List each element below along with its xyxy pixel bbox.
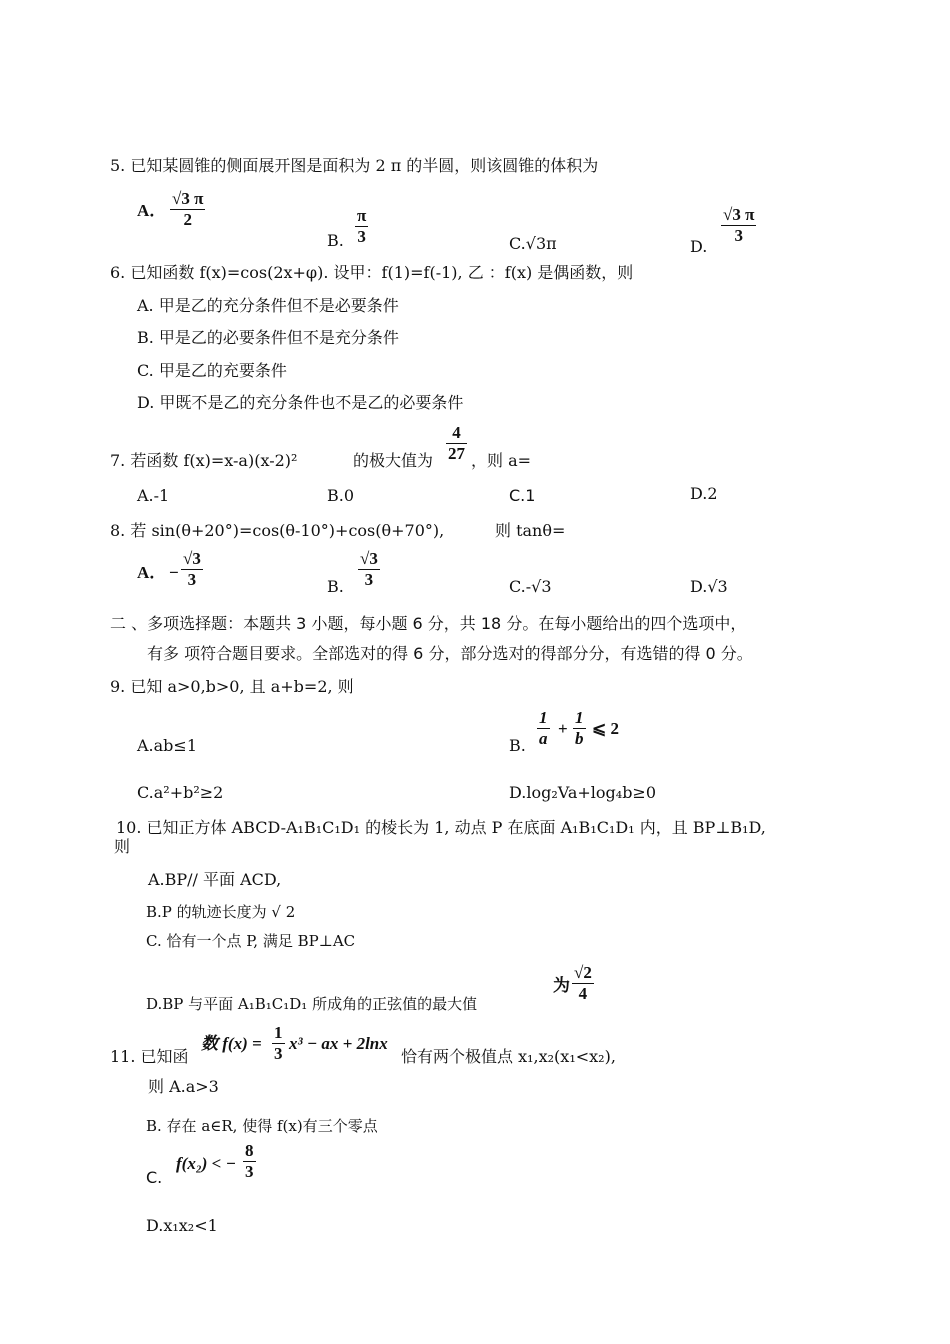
q7-stem: 7. 若函数 f(x)=x-a)(x-2)² — [110, 451, 298, 470]
q11-c-denominator: 3 — [245, 1162, 254, 1181]
q9-option-b-label: B. — [509, 736, 526, 755]
q8-stem: 8. 若 sin(θ+20°)=cos(θ-10°)+cos(θ+70°), — [110, 521, 445, 540]
q11-stem: 11. 已知函 — [110, 1047, 189, 1066]
q5-option-d-fraction — [721, 206, 756, 245]
q8-option-c: C.-√3 — [509, 577, 552, 596]
q9-stem: 9. 已知 a>0,b>0, 且 a+b=2, 则 — [110, 677, 354, 696]
q10-option-c: C. 恰有一个点 P, 满足 BP⊥AC — [146, 932, 356, 950]
q6-option-d: D. 甲既不是乙的充分条件也不是乙的必要条件 — [137, 393, 464, 412]
q9-b-f2-denominator: b — [575, 729, 584, 748]
q10-d-fraction — [572, 964, 594, 1003]
q10-stem: 10. 已知正方体 ABCD-A₁B₁C₁D₁ 的棱长为 1, 动点 P 在底面 A₁B₁C₁D₁ 内，且 BP⊥B₁D, — [116, 818, 766, 837]
q7-max-fraction — [446, 424, 467, 463]
q7-numerator: 4 — [452, 423, 461, 442]
q11-func-denominator: 3 — [274, 1044, 283, 1063]
q5-option-a-label: A． — [137, 201, 167, 220]
q9-option-d: D.log₂Va+log₄b≥0 — [509, 783, 657, 802]
q9-option-a: A.ab≤1 — [137, 736, 198, 755]
q10-option-d: D.BP 与平面 A₁B₁C₁D₁ 所成角的正弦值的最大值 — [146, 995, 478, 1013]
q5-option-d-label: D. — [690, 237, 708, 256]
q10-option-a: A.BP// 平面 ACD, — [148, 870, 282, 889]
q11-c-numerator: 8 — [245, 1141, 254, 1160]
q9-b-tail: ⩽ 2 — [592, 719, 619, 738]
q7-option-a: A.-1 — [137, 486, 170, 505]
q5-d-numerator: √3 π — [723, 205, 755, 224]
q6-option-a: A. 甲是乙的充分条件但不是必要条件 — [137, 296, 399, 315]
q5-stem: 5. 已知某圆锥的侧面展开图是面积为 2 π 的半圆，则该圆锥的体积为 — [110, 156, 599, 175]
q10-d-denominator: 4 — [578, 984, 588, 1003]
q7-option-c: C.1 — [509, 486, 536, 505]
q9-b-f1-numerator: 1 — [539, 708, 548, 727]
section2-line1: 二 、多项选择题：本题共 3 小题，每小题 6 分，共 18 分。在每小题给出的四个选项中， — [110, 614, 747, 633]
q5-b-numerator: π — [357, 206, 367, 225]
q11-option-c-label: C. — [146, 1168, 163, 1187]
q10-stem-continuation: 则 — [114, 837, 131, 856]
q5-b-denominator: 3 — [357, 227, 366, 246]
q11-stem-then-option-a: 则 A.a>3 — [148, 1077, 219, 1096]
q7-stem-tail: ，则 a= — [471, 451, 532, 470]
q7-option-d: D.2 — [690, 484, 718, 503]
q11-option-c-fraction — [243, 1142, 256, 1181]
q8-a-denominator: 3 — [187, 570, 197, 589]
q11-func-rest: x³ − ax + 2lnx — [289, 1034, 388, 1053]
q9-b-plus: + — [558, 719, 568, 738]
q11-stem-tail: 恰有两个极值点 x₁,x₂(x₁<x₂), — [401, 1047, 616, 1066]
q9-option-c: C.a²+b²≥2 — [137, 783, 224, 802]
q8-option-a-sign: − — [169, 563, 179, 582]
q5-a-denominator: 2 — [183, 210, 192, 229]
q5-d-denominator: 3 — [734, 226, 743, 245]
q8-b-numerator: √3 — [360, 549, 378, 568]
q9-b-fraction-2 — [573, 709, 586, 748]
q5-option-b-label: B. — [327, 231, 344, 250]
q7-option-b: B.0 — [327, 486, 355, 505]
q10-d-numerator: √2 — [574, 963, 592, 982]
q7-denominator: 27 — [448, 444, 465, 463]
q6-option-b: B. 甲是乙的必要条件但不是充分条件 — [137, 328, 399, 347]
q8-option-a-fraction — [181, 550, 203, 589]
q10-d-wei: 为 — [553, 976, 570, 995]
q5-option-b-fraction — [355, 207, 368, 246]
q8-b-denominator: 3 — [364, 570, 374, 589]
q11-func-fraction — [272, 1024, 285, 1063]
q5-a-numerator: √3 π — [172, 189, 204, 208]
q11-func-prefix: 数 f(x) = — [201, 1034, 262, 1053]
q6-stem: 6. 已知函数 f(x)=cos(2x+φ). 设甲：f(1)=f(-1), 乙 ：f(x) 是偶函数，则 — [110, 263, 634, 282]
q8-option-a-label: A． — [137, 563, 167, 582]
q9-b-fraction-1 — [537, 709, 550, 748]
q8-stem-tan: 则 tanθ= — [495, 521, 566, 540]
q8-option-b-fraction — [358, 550, 380, 589]
q11-func-numerator: 1 — [274, 1023, 283, 1042]
q11-option-c-lhs: f(x₂) < − — [176, 1154, 236, 1173]
q9-b-f1-denominator: a — [539, 729, 548, 748]
q9-b-f2-numerator: 1 — [575, 708, 584, 727]
section2-line2: 有多 项符合题目要求。全部选对的得 6 分，部分选对的得部分分，有选错的得 0 分。 — [147, 644, 753, 663]
q11-option-d: D.x₁x₂<1 — [146, 1216, 218, 1235]
q6-option-c: C. 甲是乙的充要条件 — [137, 361, 287, 380]
q10-option-b: B.P 的轨迹长度为 √ 2 — [146, 903, 296, 921]
q8-option-d: D.√3 — [690, 577, 728, 596]
q5-option-c: C.√3π — [509, 234, 557, 253]
q8-a-numerator: √3 — [183, 549, 201, 568]
q8-option-b-label: B. — [327, 577, 344, 596]
q7-stem-max: 的极大值为 — [353, 451, 434, 470]
q5-option-a-fraction — [170, 190, 205, 229]
q11-option-b: B. 存在 a∈R, 使得 f(x)有三个零点 — [146, 1117, 378, 1135]
